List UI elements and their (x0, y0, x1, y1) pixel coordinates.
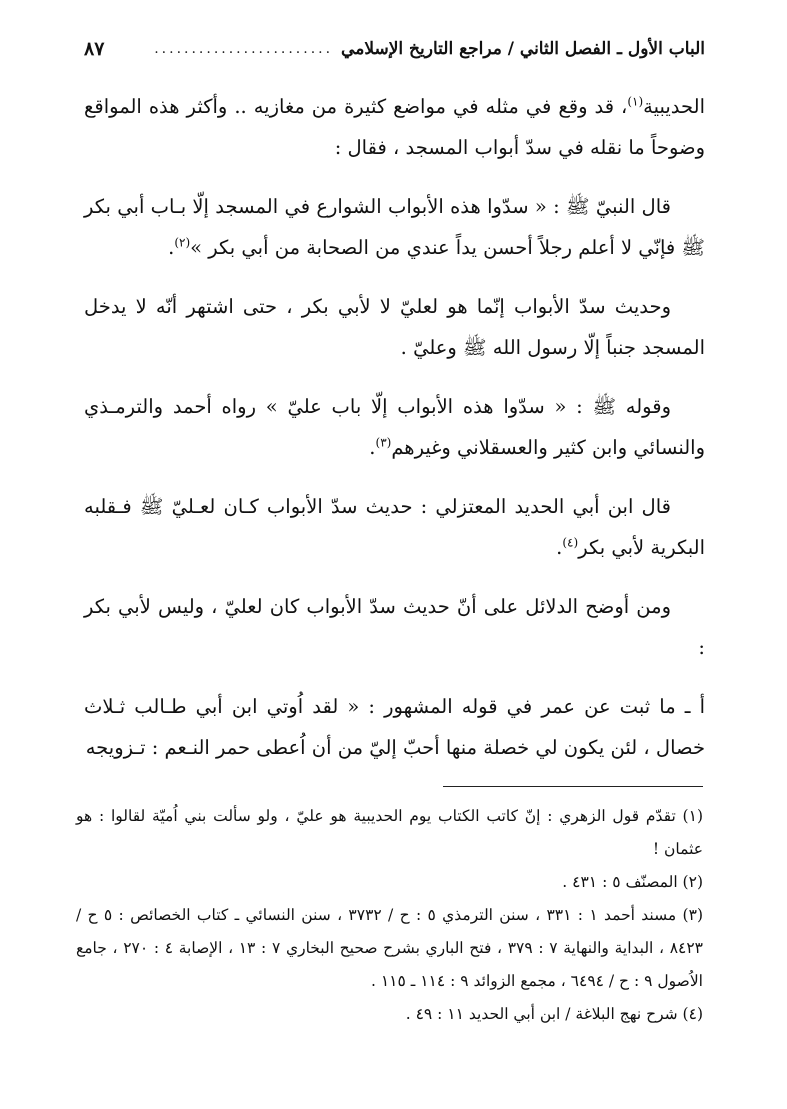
paragraph: وحديث سدّ الأبواب إنّما هو لعليّ لا لأبي بكر ، حتى اشتهر أنّه لا يدخل المسجد جنباً إلّا رسول الله ﷺ وعليّ . (84, 295, 705, 359)
footnote: (١) تقدّم قول الزهري : إنّ كاتب الكتاب يوم الحديبية هو عليّ ، ولو سألت بني اُميّة لقالوا : هو عثمان ! (76, 807, 703, 858)
paragraph: قال النبيّ ﷺ : « سدّوا هذه الأبواب الشوارع في المسجد إلّا بـاب أبي بكر ﷺ فإنّي لا أعلم رجلاً أحسن يداً عندي من الصحابة من أبي بكر »$^{(٢)}$. (84, 195, 705, 259)
footnote-ref: (٤) (562, 535, 579, 550)
footnote: (٤) شرح نهج البلاغة / ابن أبي الحديد ١١ : ٤٩ . (405, 1005, 703, 1023)
paragraph: أ ـ ما ثبت عن عمر في قوله المشهور : « لقد اُوتي ابن أبي طـالب ثـلاث خصال ، لئن يكون لي خصلة منها أحبّ إليّ من أن اُعطى حمر النـعم : تـزويجه (84, 695, 705, 759)
page-number: ٨٧ (84, 38, 105, 60)
footnote: (٢) المصنّف ٥ : ٤٣١ . (562, 873, 703, 891)
footnote: (٣) مسند أحمد ١ : ٣٣١ ، سنن الترمذي ٥ : ح / ٣٧٣٢ ، سنن النسائي ـ كتاب الخصائص : ٥ ح / ٨٤٢٣ ، البداية والنهاية ٧ : ٣٧٩ ، فتح الباري بشرح صحيح البخاري ٧ : ١٣ ، الإصابة ٤ : ٢٧٠ ، جامع الاُصول ٩ : ح / ٦٤٩٤ ، مجمع الزوائد ٩ : ١١٤ ـ ١١٥ . (76, 906, 703, 990)
header-leader-dots: ........................ (154, 41, 334, 57)
footnotes (76, 800, 703, 1031)
paragraph: ومن أوضح الدلائل على أنّ حديث سدّ الأبواب كان لعليّ ، وليس لأبي بكر : (84, 595, 705, 659)
paragraph: قال ابن أبي الحديد المعتزلي : حديث سدّ الأبواب كـان لعـليّ ﷺ فـقلبه البكرية لأبي بكر$^{(٤)}$. (84, 495, 705, 559)
footnote-ref: (٢) (174, 235, 191, 250)
footnote-ref: (٣) (375, 435, 392, 450)
main-text (84, 86, 705, 768)
running-header (84, 28, 705, 70)
paragraph: الحديبية$^{(١)}$، قد وقع في مثله في مواضع كثيرة من مغازيه .. وأكثر هذه المواقع وضوحاً ما نقله في سدّ أبواب المسجد ، فقال : (84, 94, 705, 159)
footnote-separator (443, 786, 703, 787)
paragraph: وقوله ﷺ : « سدّوا هذه الأبواب إلّا باب عليّ » رواه أحمد والترمـذي والنسائي وابن كثير والعسقلاني وغيرهم$^{(٣)}$. (84, 395, 705, 459)
header-title: الباب الأول ـ الفصل الثاني / مراجع التاريخ الإسلامي (341, 39, 705, 59)
footnote-ref: (١) (627, 94, 644, 109)
